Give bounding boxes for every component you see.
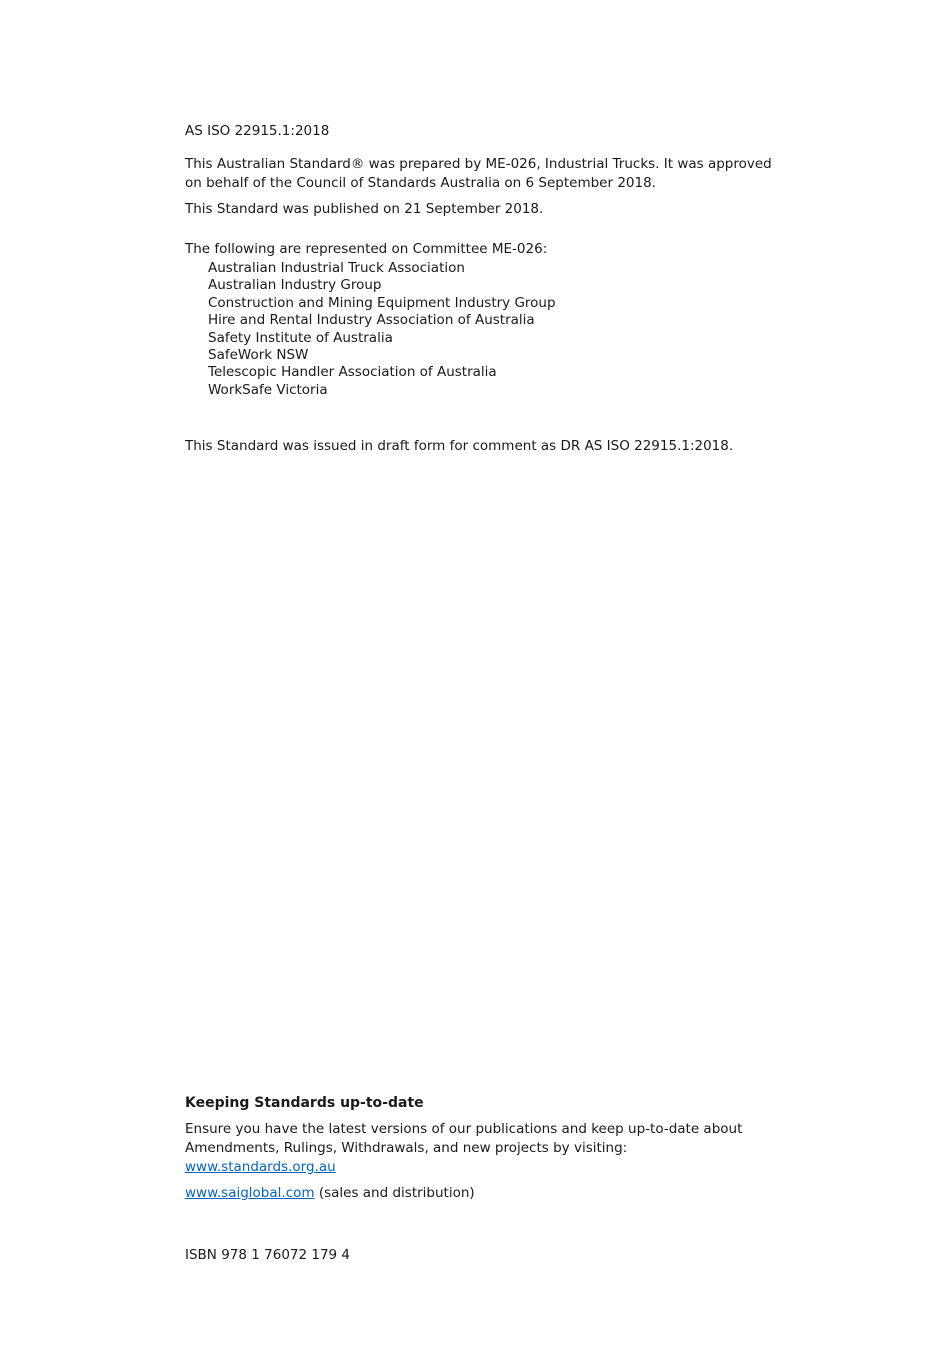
saiglobal-link-suffix: (sales and distribution) — [314, 1185, 475, 1201]
published-line: This Standard was published on 21 September 2018. — [185, 201, 544, 217]
standards-org-au-link[interactable]: www.standards.org.au — [185, 1159, 336, 1175]
committee-member: Safety Institute of Australia — [208, 329, 393, 346]
committee-member: Construction and Mining Equipment Industry Group — [208, 294, 556, 311]
committee-member-list — [208, 260, 556, 399]
keeping-standards-paragraph: Ensure you have the latest versions of our publications and keep up-to-date about Amendments, Rulings, Withdrawals, and new projects by visiting: — [185, 1121, 743, 1156]
saiglobal-com-link[interactable]: www.saiglobal.com — [185, 1185, 315, 1201]
committee-intro: The following are represented on Committee ME-026: — [185, 241, 548, 257]
isbn-line: ISBN 978 1 76072 179 4 — [185, 1247, 351, 1263]
committee-member: Australian Industrial Truck Association — [208, 260, 465, 276]
keeping-standards-heading: Keeping Standards up-to-date — [185, 1095, 424, 1111]
committee-member: WorkSafe Victoria — [208, 381, 328, 398]
committee-member: Hire and Rental Industry Association of Australia — [208, 312, 535, 329]
standards-link-line — [185, 1158, 336, 1177]
saiglobal-link-line — [185, 1184, 475, 1203]
committee-member: Australian Industry Group — [208, 277, 382, 294]
document-code: AS ISO 22915.1:2018 — [185, 123, 330, 139]
committee-member: Telescopic Handler Association of Australia — [208, 364, 497, 381]
draft-comment-line: This Standard was issued in draft form for comment as DR AS ISO 22915.1:2018. — [185, 438, 734, 454]
committee-member: SafeWork NSW — [208, 347, 309, 364]
prepared-paragraph: This Australian Standard® was prepared by ME-026, Industrial Trucks. It was approved on behalf of the Council of Standards Australia on 6 September 2018. — [185, 156, 772, 191]
